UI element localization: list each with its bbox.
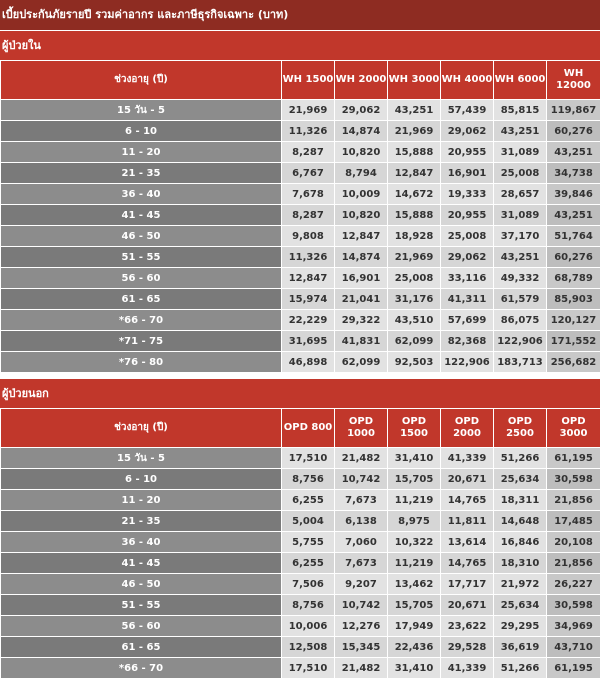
premium-cell: 26,227	[547, 574, 600, 595]
premium-cell: 5,004	[282, 511, 335, 532]
premium-cell: 14,765	[441, 553, 494, 574]
inpatient-plan-header: WH 12000	[547, 61, 600, 100]
premium-cell: 62,099	[335, 352, 388, 373]
outpatient-plan-header: OPD 1000	[335, 409, 388, 448]
premium-cell: 25,634	[494, 595, 547, 616]
premium-cell: 10,006	[282, 616, 335, 637]
premium-cell: 25,008	[388, 268, 441, 289]
premium-cell: 10,820	[335, 205, 388, 226]
premium-cell: 10,820	[335, 142, 388, 163]
premium-cell: 12,847	[335, 226, 388, 247]
table-row	[1, 184, 600, 205]
table-row	[1, 205, 600, 226]
premium-cell: 16,901	[335, 268, 388, 289]
age-range-cell: 61 - 65	[1, 289, 282, 310]
premium-cell: 122,906	[441, 352, 494, 373]
table-row	[1, 532, 600, 553]
premium-cell: 15,974	[282, 289, 335, 310]
inpatient-plan-header: WH 3000	[388, 61, 441, 100]
table-row	[1, 448, 600, 469]
premium-cell: 20,955	[441, 142, 494, 163]
inpatient-plan-header: WH 1500	[282, 61, 335, 100]
premium-cell: 34,738	[547, 163, 600, 184]
table-row	[1, 574, 600, 595]
table-row	[1, 121, 600, 142]
table-row	[1, 331, 600, 352]
premium-cell: 15,705	[388, 595, 441, 616]
table-row	[1, 163, 600, 184]
premium-cell: 92,503	[388, 352, 441, 373]
premium-banner: เบี้ยประกันภัยรายปี รวมค่าอากร และภาษีธุรกิจเฉพาะ (บาท)	[0, 0, 600, 31]
age-range-cell: 56 - 60	[1, 616, 282, 637]
premium-cell: 23,622	[441, 616, 494, 637]
premium-cell: 20,671	[441, 469, 494, 490]
premium-cell: 14,874	[335, 121, 388, 142]
premium-cell: 21,972	[494, 574, 547, 595]
premium-cell: 51,266	[494, 448, 547, 469]
premium-cell: 11,219	[388, 490, 441, 511]
premium-cell: 17,510	[282, 448, 335, 469]
premium-cell: 43,251	[547, 142, 600, 163]
inpatient-age-header: ช่วงอายุ (ปี)	[1, 61, 282, 100]
premium-cell: 8,756	[282, 469, 335, 490]
premium-cell: 41,311	[441, 289, 494, 310]
premium-cell: 37,170	[494, 226, 547, 247]
premium-cell: 43,510	[388, 310, 441, 331]
premium-cell: 21,969	[282, 100, 335, 121]
premium-cell: 68,789	[547, 268, 600, 289]
table-row	[1, 352, 600, 373]
premium-cell: 29,062	[441, 247, 494, 268]
inpatient-plan-header: WH 4000	[441, 61, 494, 100]
age-range-cell: 51 - 55	[1, 247, 282, 268]
premium-cell: 21,969	[388, 247, 441, 268]
premium-cell: 7,678	[282, 184, 335, 205]
premium-cell: 33,116	[441, 268, 494, 289]
premium-cell: 13,462	[388, 574, 441, 595]
premium-cell: 11,326	[282, 247, 335, 268]
premium-cell: 7,673	[335, 553, 388, 574]
premium-cell: 46,898	[282, 352, 335, 373]
premium-cell: 15,345	[335, 637, 388, 658]
age-range-cell: 41 - 45	[1, 553, 282, 574]
age-range-cell: 6 - 10	[1, 469, 282, 490]
premium-cell: 31,176	[388, 289, 441, 310]
premium-cell: 21,856	[547, 553, 600, 574]
premium-cell: 17,510	[282, 658, 335, 679]
premium-cell: 9,207	[335, 574, 388, 595]
premium-cell: 86,075	[494, 310, 547, 331]
table-row	[1, 142, 600, 163]
premium-cell: 30,598	[547, 595, 600, 616]
premium-cell: 15,888	[388, 205, 441, 226]
premium-cell: 8,794	[335, 163, 388, 184]
outpatient-plan-header: OPD 2000	[441, 409, 494, 448]
premium-cell: 171,552	[547, 331, 600, 352]
inpatient-plan-header: WH 6000	[494, 61, 547, 100]
premium-cell: 21,482	[335, 658, 388, 679]
outpatient-plan-header: OPD 1500	[388, 409, 441, 448]
premium-cell: 17,485	[547, 511, 600, 532]
table-row	[1, 310, 600, 331]
premium-cell: 43,251	[494, 121, 547, 142]
premium-cell: 85,903	[547, 289, 600, 310]
table-row	[1, 553, 600, 574]
premium-cell: 43,251	[388, 100, 441, 121]
premium-cell: 18,311	[494, 490, 547, 511]
premium-cell: 29,295	[494, 616, 547, 637]
premium-cell: 60,276	[547, 121, 600, 142]
inpatient-plan-header: WH 2000	[335, 61, 388, 100]
premium-cell: 31,695	[282, 331, 335, 352]
table-row	[1, 469, 600, 490]
age-range-cell: *66 - 70	[1, 310, 282, 331]
premium-cell: 183,713	[494, 352, 547, 373]
premium-cell: 61,195	[547, 658, 600, 679]
premium-cell: 41,831	[335, 331, 388, 352]
premium-cell: 57,699	[441, 310, 494, 331]
outpatient-section-title: ผู้ป่วยนอก	[0, 379, 600, 408]
premium-cell: 25,008	[494, 163, 547, 184]
table-row	[1, 511, 600, 532]
premium-cell: 25,008	[441, 226, 494, 247]
age-range-cell: 46 - 50	[1, 226, 282, 247]
premium-cell: 82,368	[441, 331, 494, 352]
table-row	[1, 268, 600, 289]
age-range-cell: 15 วัน - 5	[1, 100, 282, 121]
premium-cell: 13,614	[441, 532, 494, 553]
premium-cell: 43,251	[494, 247, 547, 268]
premium-cell: 5,755	[282, 532, 335, 553]
premium-cell: 8,975	[388, 511, 441, 532]
premium-cell: 25,634	[494, 469, 547, 490]
premium-cell: 61,195	[547, 448, 600, 469]
age-range-cell: 21 - 35	[1, 163, 282, 184]
premium-cell: 41,339	[441, 658, 494, 679]
age-range-cell: 36 - 40	[1, 184, 282, 205]
premium-cell: 21,482	[335, 448, 388, 469]
table-row	[1, 637, 600, 658]
premium-cell: 256,682	[547, 352, 600, 373]
premium-cell: 8,756	[282, 595, 335, 616]
age-range-cell: 41 - 45	[1, 205, 282, 226]
age-range-cell: 11 - 20	[1, 490, 282, 511]
premium-cell: 30,598	[547, 469, 600, 490]
age-range-cell: *71 - 75	[1, 331, 282, 352]
premium-cell: 11,811	[441, 511, 494, 532]
table-row	[1, 658, 600, 679]
premium-cell: 14,648	[494, 511, 547, 532]
premium-cell: 119,867	[547, 100, 600, 121]
inpatient-section-title: ผู้ป่วยใน	[0, 31, 600, 60]
premium-cell: 120,127	[547, 310, 600, 331]
premium-cell: 34,969	[547, 616, 600, 637]
premium-cell: 10,322	[388, 532, 441, 553]
age-range-cell: 21 - 35	[1, 511, 282, 532]
premium-cell: 22,229	[282, 310, 335, 331]
premium-cell: 29,062	[335, 100, 388, 121]
premium-cell: 21,041	[335, 289, 388, 310]
outpatient-age-header: ช่วงอายุ (ปี)	[1, 409, 282, 448]
outpatient-plan-header: OPD 800	[282, 409, 335, 448]
age-range-cell: *66 - 70	[1, 658, 282, 679]
premium-cell: 8,287	[282, 205, 335, 226]
age-range-cell: 15 วัน - 5	[1, 448, 282, 469]
premium-cell: 122,906	[494, 331, 547, 352]
table-row	[1, 226, 600, 247]
premium-cell: 7,673	[335, 490, 388, 511]
premium-cell: 18,310	[494, 553, 547, 574]
table-row	[1, 100, 600, 121]
outpatient-table-body	[1, 448, 600, 679]
age-range-cell: 46 - 50	[1, 574, 282, 595]
premium-cell: 17,949	[388, 616, 441, 637]
premium-cell: 14,874	[335, 247, 388, 268]
premium-cell: 43,710	[547, 637, 600, 658]
premium-cell: 14,672	[388, 184, 441, 205]
premium-cell: 43,251	[547, 205, 600, 226]
outpatient-table	[0, 408, 600, 679]
age-range-cell: 6 - 10	[1, 121, 282, 142]
premium-cell: 22,436	[388, 637, 441, 658]
age-range-cell: 11 - 20	[1, 142, 282, 163]
premium-cell: 6,767	[282, 163, 335, 184]
premium-cell: 29,528	[441, 637, 494, 658]
outpatient-plan-header: OPD 3000	[547, 409, 600, 448]
premium-cell: 6,255	[282, 490, 335, 511]
age-range-cell: 36 - 40	[1, 532, 282, 553]
inpatient-table-header	[1, 61, 600, 100]
age-range-cell: 56 - 60	[1, 268, 282, 289]
premium-cell: 51,764	[547, 226, 600, 247]
premium-cell: 8,287	[282, 142, 335, 163]
premium-cell: 10,742	[335, 595, 388, 616]
inpatient-table-body	[1, 100, 600, 373]
premium-cell: 15,888	[388, 142, 441, 163]
premium-cell: 41,339	[441, 448, 494, 469]
premium-cell: 16,846	[494, 532, 547, 553]
premium-cell: 11,219	[388, 553, 441, 574]
premium-cell: 36,619	[494, 637, 547, 658]
premium-cell: 39,846	[547, 184, 600, 205]
premium-cell: 12,847	[388, 163, 441, 184]
premium-cell: 9,808	[282, 226, 335, 247]
premium-cell: 49,332	[494, 268, 547, 289]
premium-cell: 31,089	[494, 142, 547, 163]
age-range-cell: 51 - 55	[1, 595, 282, 616]
premium-cell: 10,742	[335, 469, 388, 490]
premium-cell: 6,138	[335, 511, 388, 532]
premium-cell: 18,928	[388, 226, 441, 247]
premium-cell: 60,276	[547, 247, 600, 268]
table-row	[1, 616, 600, 637]
outpatient-plan-header: OPD 2500	[494, 409, 547, 448]
premium-cell: 31,089	[494, 205, 547, 226]
premium-cell: 17,717	[441, 574, 494, 595]
premium-cell: 85,815	[494, 100, 547, 121]
premium-cell: 61,579	[494, 289, 547, 310]
premium-cell: 20,955	[441, 205, 494, 226]
table-row	[1, 247, 600, 268]
premium-cell: 6,255	[282, 553, 335, 574]
premium-cell: 20,671	[441, 595, 494, 616]
age-range-cell: 61 - 65	[1, 637, 282, 658]
premium-cell: 29,062	[441, 121, 494, 142]
premium-cell: 12,508	[282, 637, 335, 658]
table-row	[1, 490, 600, 511]
table-row	[1, 289, 600, 310]
premium-cell: 16,901	[441, 163, 494, 184]
premium-cell: 20,108	[547, 532, 600, 553]
inpatient-table	[0, 60, 600, 373]
premium-cell: 19,333	[441, 184, 494, 205]
table-row	[1, 595, 600, 616]
premium-cell: 7,506	[282, 574, 335, 595]
premium-cell: 15,705	[388, 469, 441, 490]
premium-cell: 7,060	[335, 532, 388, 553]
premium-cell: 62,099	[388, 331, 441, 352]
premium-cell: 51,266	[494, 658, 547, 679]
premium-cell: 10,009	[335, 184, 388, 205]
premium-cell: 31,410	[388, 448, 441, 469]
premium-cell: 14,765	[441, 490, 494, 511]
age-range-cell: *76 - 80	[1, 352, 282, 373]
premium-cell: 28,657	[494, 184, 547, 205]
premium-cell: 12,847	[282, 268, 335, 289]
premium-cell: 11,326	[282, 121, 335, 142]
premium-cell: 31,410	[388, 658, 441, 679]
outpatient-table-header	[1, 409, 600, 448]
premium-cell: 21,969	[388, 121, 441, 142]
premium-cell: 29,322	[335, 310, 388, 331]
premium-cell: 12,276	[335, 616, 388, 637]
premium-cell: 57,439	[441, 100, 494, 121]
premium-cell: 21,856	[547, 490, 600, 511]
